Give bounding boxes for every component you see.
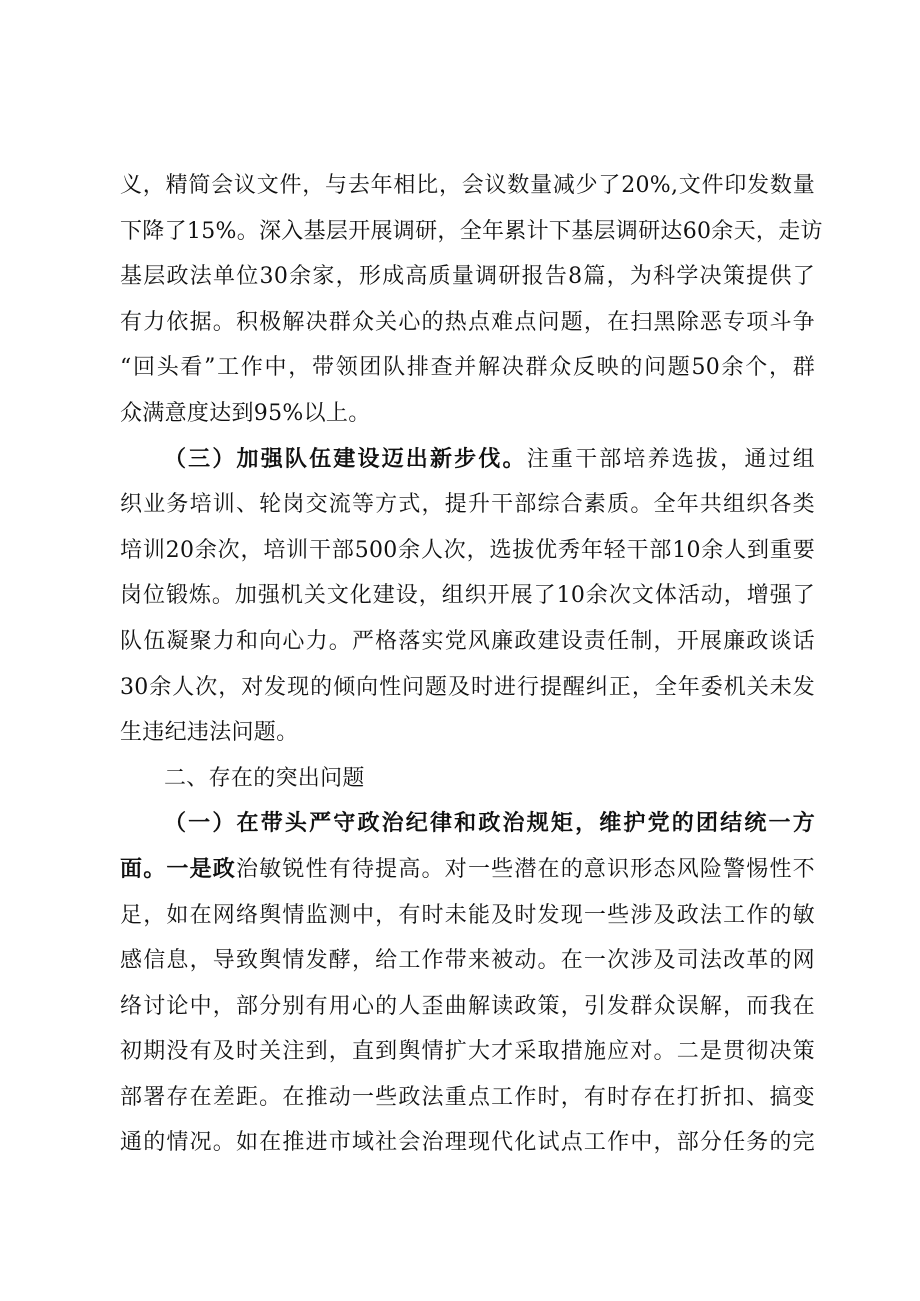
- subsection-heading-one: （一）在带头严守政治纪律和政治规矩，维护党的团结统一方: [164, 810, 815, 837]
- subsection-second-line: [120, 847, 815, 893]
- paragraph-line: 足，如在网络舆情监测中，有时未能及时发现一些涉及政法工作的敏: [120, 902, 815, 928]
- paragraph-line: 下降了15%。深入基层开展调研，全年累计下基层调研达60余天，走访: [120, 218, 823, 244]
- paragraph-line: 众满意度达到95%以上。: [120, 400, 371, 426]
- paragraph-text: 治敏锐性有待提高。对一些潜在的意识形态风险警惕性不: [235, 856, 815, 882]
- paragraph-text: 注重干部培养选拔，通过组: [526, 446, 815, 472]
- paragraph-line: 培训20余次，培训干部500余人次，选拔优秀年轻干部10余人到重要: [120, 537, 815, 563]
- paragraph-line: 30余人次，对发现的倾向性问题及时进行提醒纠正，全年委机关未发: [120, 674, 815, 700]
- paragraph-line: 岗位锻炼。加强机关文化建设，组织开展了10余次文体活动，增强了: [120, 583, 815, 609]
- paragraph-line: 生违纪违法问题。: [120, 720, 299, 746]
- paragraph-line: 感信息，导致舆情发酵，给工作带来被动。在一次涉及司法改革的网: [120, 948, 815, 974]
- subsection-first-line: [120, 437, 815, 483]
- paragraph-line: 基层政法单位30余家，形成高质量调研报告8篇，为科学决策提供了: [120, 264, 815, 290]
- subsection-heading-three: （三）加强队伍建设迈出新步伐。: [164, 445, 527, 472]
- subsection-heading-one-cont: 面。一是政: [120, 855, 236, 882]
- paragraph-line: “回头看”工作中，带领团队排查并解决群众反映的问题50余个，群: [120, 355, 815, 381]
- paragraph-line: 络讨论中，部分别有用心的人歪曲解读政策，引发群众误解，而我在: [120, 993, 815, 1019]
- paragraph-line: 初期没有及时关注到，直到舆情扩大才采取措施应对。二是贯彻决策: [120, 1039, 815, 1065]
- section-heading: 二、存在的突出问题: [164, 765, 365, 791]
- paragraph-line: 队伍凝聚力和向心力。严格落实党风廉政建设责任制，开展廉政谈话: [120, 628, 815, 654]
- paragraph-line: 义，精简会议文件，与去年相比，会议数量减少了20%,文件印发数量: [120, 173, 815, 198]
- paragraph-line: 有力依据。积极解决群众关心的热点难点问题，在扫黑除恶专项斗争: [120, 309, 815, 335]
- document-body: [120, 163, 823, 1166]
- paragraph-line: 通的情况。如在推进市域社会治理现代化试点工作中，部分任务的完: [120, 1130, 815, 1156]
- subsection-first-line: [120, 801, 815, 847]
- paragraph-line: 部署存在差距。在推动一些政法重点工作时，有时存在打折扣、搞变: [120, 1084, 815, 1110]
- paragraph-line: 织业务培训、轮岗交流等方式，提升干部综合素质。全年共组织各类: [120, 492, 815, 518]
